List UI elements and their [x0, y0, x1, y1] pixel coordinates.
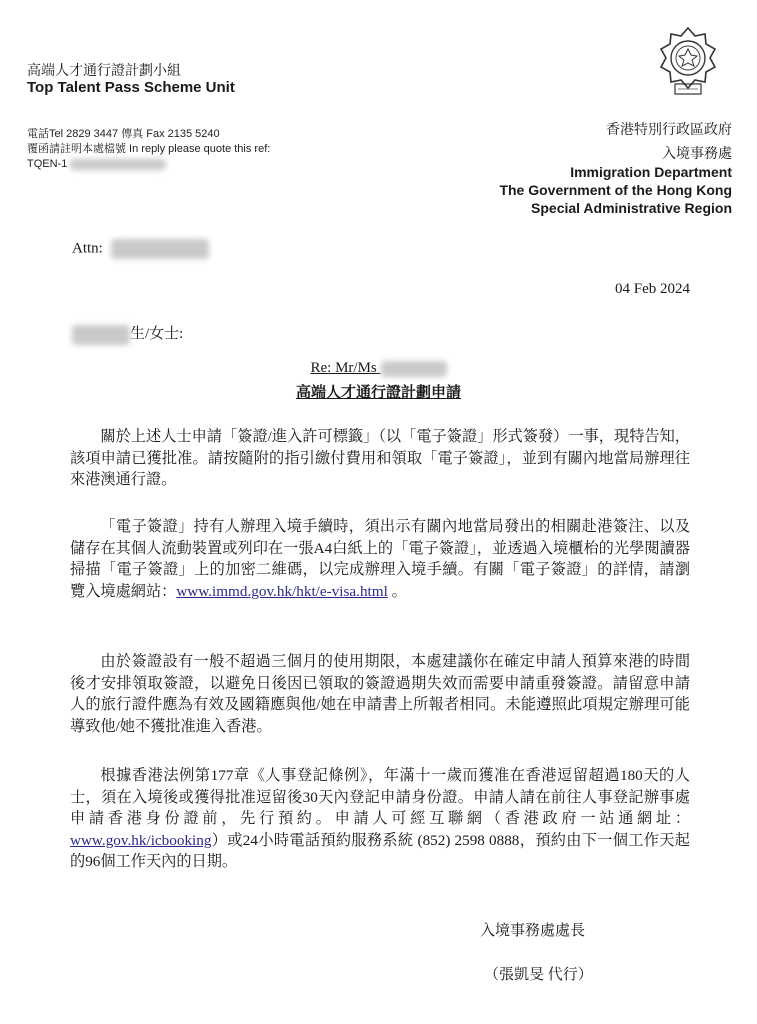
- paragraph-evisa-text: 「電子簽證」持有人辦理入境手續時，須出示有關內地當局發出的相關赴港簽注、以及儲存在其個人流動裝置或列印在一張A4白紙上的「電子簽證」，並透過入境櫃枱的光學閱讀器掃描「電子簽證」上的加密二維碼，以完成辦理入境手續。有關「電子簽證」的詳情，請瀏覽入境處網站：: [70, 518, 690, 600]
- redacted-surname: [72, 325, 130, 345]
- salutation-suffix: 生/女士:: [130, 326, 184, 342]
- regarding-prefix: Re: Mr/Ms: [310, 360, 377, 376]
- department-name-english: Immigration Department: [570, 164, 732, 180]
- attention-label: Attn:: [72, 240, 103, 257]
- letter-date: 04 Feb 2024: [615, 281, 690, 297]
- paragraph-id-text: 根據香港法例第177章《人事登記條例》，年滿十一歲而獲准在香港逗留超過180天的人士，須在入境後或獲得批准逗留後30天內登記申請身份證。申請人請在前往人事登記辦事處申請香港身份證前，先行預約。申請人可經互聯網（香港政府一站通網址：: [70, 767, 690, 827]
- redacted-reference: [70, 159, 166, 170]
- paragraph-id-end: ）或24小時電話預約服務系統 (852) 2598 0888，預約由下一個工作天起的96個工作天內的日期。: [70, 831, 690, 870]
- redacted-applicant-name: [381, 361, 447, 377]
- paragraph-evisa-entry: [70, 516, 690, 602]
- letter-subject: 高端人才通行證計劃申請: [295, 385, 461, 401]
- regarding-line: [0, 360, 757, 377]
- reference-number: [27, 158, 166, 171]
- paragraph-identity-card: [70, 765, 690, 873]
- immigration-emblem-icon: [648, 22, 728, 102]
- paragraph-approval: 關於上述人士申請「簽證/進入許可標籤」（以「電子簽證」形式簽發）一事，現特告知，該項申請已獲批准。請按隨附的指引繳付費用和領取「電子簽證」，並到有關內地當局辦理往來港澳通行證。: [70, 428, 690, 488]
- attention-line: [72, 239, 209, 259]
- salutation: [72, 322, 183, 345]
- government-name-english-line1: The Government of the Hong Kong: [499, 182, 732, 198]
- paragraph-validity: 由於簽證設有一般不超過三個月的使用期限，本處建議你在確定申請人預算來港的時間後才安排領取簽證，以避免日後因已領取的簽證過期失效而需要申請重發簽證。請留意申請人的旅行證件應為有效及國籍應與他/她在申請書上所報者相同。未能遵照此項規定辦理可能導致他/她不獲批准進入香港。: [70, 653, 690, 735]
- reply-reference-note: 覆函請註明本處檔號 In reply please quote this ref:: [27, 143, 271, 155]
- unit-name-english: Top Talent Pass Scheme Unit: [27, 79, 235, 96]
- redacted-recipient: [111, 239, 209, 259]
- reference-prefix: TQEN-1: [27, 158, 68, 170]
- unit-name-chinese: 高端人才通行證計劃小組: [27, 62, 181, 78]
- government-name-english-line2: Special Administrative Region: [531, 200, 732, 216]
- contact-phone-fax: 電話Tel 2829 3447 傳真 Fax 2135 5240: [27, 128, 220, 140]
- signatory-name: （張凱旻 代行）: [484, 967, 593, 983]
- signatory-title: 入境事務處處長: [480, 923, 586, 939]
- immd-evisa-link[interactable]: www.immd.gov.hk/hkt/e-visa.html: [176, 582, 388, 600]
- government-name-chinese: 香港特別行政區政府: [606, 121, 732, 137]
- paragraph-evisa-end: 。: [387, 582, 407, 600]
- icbooking-link[interactable]: www.gov.hk/icbooking: [70, 831, 212, 849]
- department-name-chinese: 入境事務處: [662, 145, 732, 161]
